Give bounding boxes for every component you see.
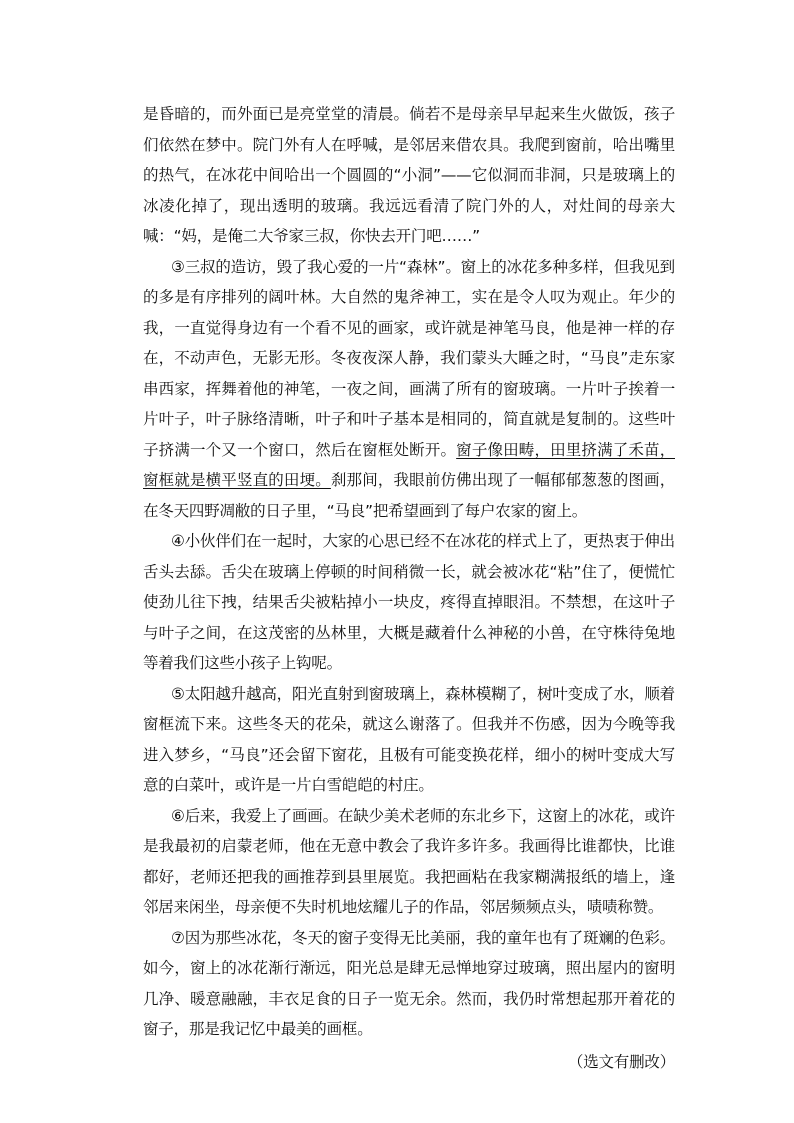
article-body (143, 99, 675, 1077)
paragraph-7: ⑦因为那些冰花，冬天的窗子变得无比美丽，我的童年也有了斑斓的色彩。如今，窗上的冰花渐行渐远，阳光总是肆无忌惮地穿过玻璃，照出屋内的窗明几净、暖意融融，丰衣足食的日子一览无余。然而，我仍时常想起那开着花的窗子，那是我记忆中最美的画框。 (143, 928, 675, 1038)
paragraph-3-text-b: 刹那间，我眼前仿佛出现了一幅郁郁葱葱的图画，在冬天四野凋敝的日子里，“马良”把希望画到了每户农家的窗上。 (143, 471, 675, 520)
paragraph-3 (143, 252, 675, 527)
paragraph-3-underlined-sentence: 窗子像田畴，田里挤满了禾苗，窗框就是横平竖直的田埂。 (143, 440, 675, 489)
paragraph-6: ⑥后来，我爱上了画画。在缺少美术老师的东北乡下，这窗上的冰花，或许是我最初的启蒙老师，他在无意中教会了我许多许多。我画得比谁都快，比谁都好，老师还把我的画推荐到县里展览。我把画粘在我家糊满报纸的墙上，逢邻居来闲坐，母亲便不失时机地炫耀儿子的作品，邻居频频点头，啧啧称赞。 (143, 806, 675, 916)
paragraph-continuation: 是昏暗的，而外面已是亮堂堂的清晨。倘若不是母亲早早起来生火做饭，孩子们依然在梦中。院门外有人在呼喊，是邻居来借农具。我爬到窗前，哈出嘴里的热气，在冰花中间哈出一个圆圆的“小洞”——它似洞而非洞，只是玻璃上的冰凌化掉了，现出透明的玻璃。我远远看清了院门外的人，对灶间的母亲大喊：“妈，是俺二大爷家三叔，你快去开门吧……” (143, 105, 675, 245)
paragraph-4: ④小伙伴们在一起时，大家的心思已经不在冰花的样式上了，更热衷于伸出舌头去舔。舌尖在玻璃上停顿的时间稍微一长，就会被冰花“粘”住了，便慌忙使劲儿往下拽，结果舌尖被粘掉小一块皮，疼得直掉眼泪。不禁想，在这叶子与叶子之间，在这茂密的丛林里，大概是藏着什么神秘的小兽，在守株待兔地等着我们这些小孩子上钩呢。 (143, 532, 675, 672)
paragraph-3-text-a: ③三叔的造访，毁了我心爱的一片“森林”。窗上的冰花多种多样，但我见到的多是有序排列的阔叶林。大自然的鬼斧神工，实在是令人叹为观止。年少的我，一直觉得身边有一个看不见的画家，或许就是神笔马良，他是神一样的存在，不动声色，无影无形。冬夜夜深人静，我们蒙头大睡之时，“马良”走东家串西家，挥舞着他的神笔，一夜之间，画满了所有的窗玻璃。一片叶子挨着一片叶子，叶子脉络清晰，叶子和叶子基本是相同的，简直就是复制的。这些叶子挤满一个又一个窗口，然后在窗框处断开。 (143, 257, 675, 459)
source-note: （选文有删改） (567, 1052, 675, 1071)
paragraph-5: ⑤太阳越升越高，阳光直射到窗玻璃上，森林模糊了，树叶变成了水，顺着窗框流下来。这些冬天的花朵，就这么谢落了。但我并不伤感，因为今晚等我进入梦乡，“马良”还会留下窗花，且极有可能变换花样，细小的树叶变成大写意的白菜叶，或许是一片白雪皑皑的村庄。 (143, 684, 675, 794)
